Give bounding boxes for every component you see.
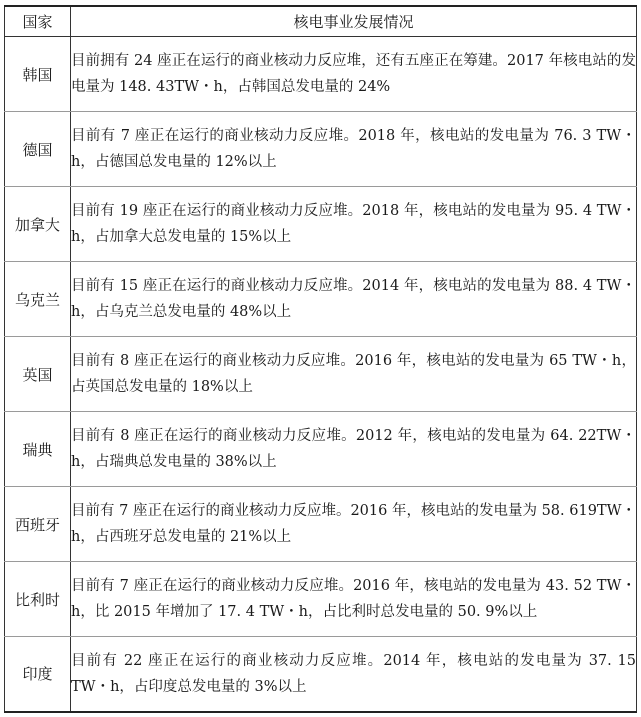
country-cell: 乌克兰 <box>5 262 71 337</box>
table-row <box>5 487 637 562</box>
country-cell: 韩国 <box>5 37 71 112</box>
table-row <box>5 412 637 487</box>
table-row <box>5 112 637 187</box>
development-cell: 目前有 8 座正在运行的商业核动力反应堆。2012 年，核电站的发电量为 64. 22TW・h，占瑞典总发电量的 38%以上 <box>71 412 637 487</box>
country-cell: 德国 <box>5 112 71 187</box>
country-cell: 加拿大 <box>5 187 71 262</box>
table-row <box>5 187 637 262</box>
table-row <box>5 337 637 412</box>
country-cell: 比利时 <box>5 562 71 637</box>
development-cell: 目前有 7 座正在运行的商业核动力反应堆。2018 年，核电站的发电量为 76. 3 TW・h，占德国总发电量的 12%以上 <box>71 112 637 187</box>
country-cell: 印度 <box>5 637 71 712</box>
table-row <box>5 637 637 712</box>
country-cell: 瑞典 <box>5 412 71 487</box>
development-cell: 目前有 8 座正在运行的商业核动力反应堆。2016 年，核电站的发电量为 65 TW・h，占英国总发电量的 18%以上 <box>71 337 637 412</box>
country-cell: 西班牙 <box>5 487 71 562</box>
development-cell: 目前有 22 座正在运行的商业核动力反应堆。2014 年，核电站的发电量为 37. 15 TW・h，占印度总发电量的 3%以上 <box>71 637 637 712</box>
development-cell: 目前有 7 座正在运行的商业核动力反应堆。2016 年，核电站的发电量为 58. 619TW・h，占西班牙总发电量的 21%以上 <box>71 487 637 562</box>
table-row <box>5 562 637 637</box>
development-cell: 目前有 7 座正在运行的商业核动力反应堆。2016 年，核电站的发电量为 43. 52 TW・h，比 2015 年增加了 17. 4 TW・h，占比利时总发电量的 50. 9%以上 <box>71 562 637 637</box>
table-row <box>5 262 637 337</box>
table-header-row <box>5 6 637 37</box>
development-cell: 目前有 19 座正在运行的商业核动力反应堆。2018 年，核电站的发电量为 95. 4 TW・h，占加拿大总发电量的 15%以上 <box>71 187 637 262</box>
development-cell: 目前有 15 座正在运行的商业核动力反应堆。2014 年，核电站的发电量为 88. 4 TW・h，占乌克兰总发电量的 48%以上 <box>71 262 637 337</box>
country-cell: 英国 <box>5 337 71 412</box>
header-country: 国家 <box>5 6 71 37</box>
nuclear-power-table <box>4 5 637 713</box>
table-row <box>5 37 637 112</box>
header-development: 核电事业发展情况 <box>71 6 637 37</box>
development-cell: 目前拥有 24 座正在运行的商业核动力反应堆，还有五座正在筹建。2017 年核电站的发电量为 148. 43TW・h，占韩国总发电量的 24% <box>71 37 637 112</box>
